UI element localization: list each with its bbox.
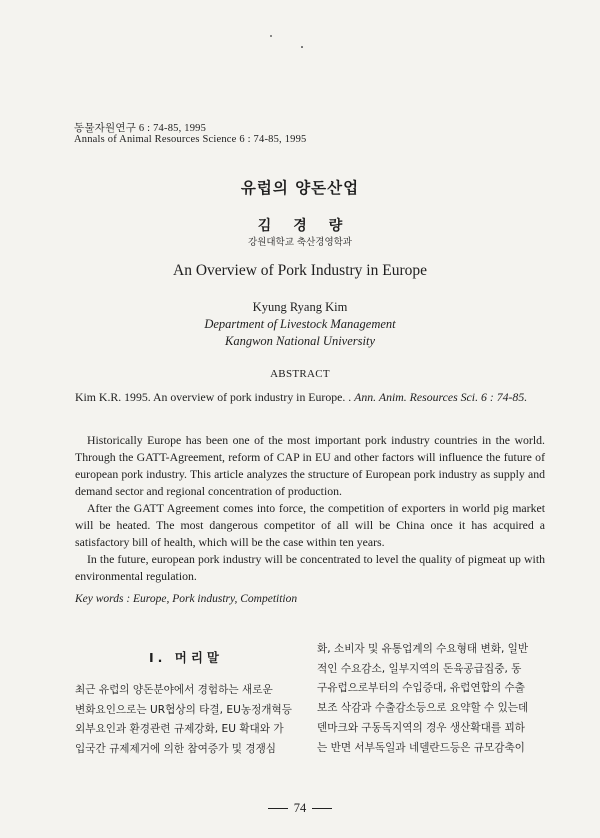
text-line: 외부요인과 환경관련 규제강화, EU 확대와 가 [75,723,284,736]
text-line: 덴마크와 구동독지역의 경우 생산확대를 꾀하 [317,721,525,734]
abstract-heading: ABSTRACT [270,368,330,380]
dash-right [312,808,332,809]
journal-header-english: Annals of Animal Resources Science 6 : 74-85, 1995 [74,134,307,145]
right-column-text [317,640,546,758]
keywords: Key words : Europe, Pork industry, Competition [75,593,298,605]
title-korean: 유럽의 양돈산업 [240,179,360,197]
left-column-text [75,681,297,760]
citation-journal: Ann. Anim. Resources Sci. 6 : 74-85. [354,390,528,404]
text-line: 변화요인으로는 UR협상의 타결, EU농정개혁등 [75,703,293,716]
scan-speck [301,46,303,48]
journal-header-korean: 동물자원연구 6 : 74-85, 1995 [74,123,207,134]
university-english: Kangwon National University [225,334,375,348]
department-english: Department of Livestock Management [204,317,396,331]
scan-speck [270,35,272,37]
citation [75,389,545,406]
citation-text: Kim K.R. 1995. An overview of pork industry in Europe. . [75,390,355,404]
author-english: Kyung Ryang Kim [252,300,348,314]
abstract-body [75,432,545,585]
page-number: 74 [293,801,307,815]
text-line: 입국간 규제제거에 의한 참여증가 및 경쟁심 [75,743,277,756]
affiliation-korean: 강원대학교 축산경영학과 [248,237,352,248]
text-line: 최근 유럽의 양돈분야에서 경험하는 새로운 [75,684,273,696]
section-heading: Ⅰ. 머리말 [149,650,223,665]
abstract-paragraph: In the future, european pork industry will be concentrated to level the quality of pigmeat up with environmental regulation. [75,552,545,583]
text-line: 보조 삭감과 수출감소등으로 요약할 수 있는데 [317,702,529,715]
text-line: 구유럽으로부터의 수입증대, 유럽연합의 수출 [317,682,525,695]
abstract-paragraph: After the GATT Agreement comes into force, the competition of exporters in world pig market will be heated. The most dangerous competitor of all will be China once it has acquired a satisfactory bill of health, which will be the case within ten years. [75,501,545,549]
author-korean: 김경량 [257,218,365,234]
text-line: 적인 수요감소, 일부지역의 돈육공급집중, 동 [317,662,522,675]
text-line: 화, 소비자 및 유통업계의 수요형태 변화, 일반 [317,643,529,655]
abstract-paragraph: Historically Europe has been one of the most important pork industry countries in the world. Through the GATT-Agreement, reform of CAP in EU and other factors will influence the future of european pork industry. This article analyzes the structure of European pork industry as supply and demand sector and regional concentration of production. [75,433,545,498]
dash-left [268,808,288,809]
page-footer [0,801,600,816]
title-english: An Overview of Pork Industry in Europe [173,262,427,279]
text-line: 는 반면 서부독일과 네델란드등은 규모감축이 [317,741,525,754]
